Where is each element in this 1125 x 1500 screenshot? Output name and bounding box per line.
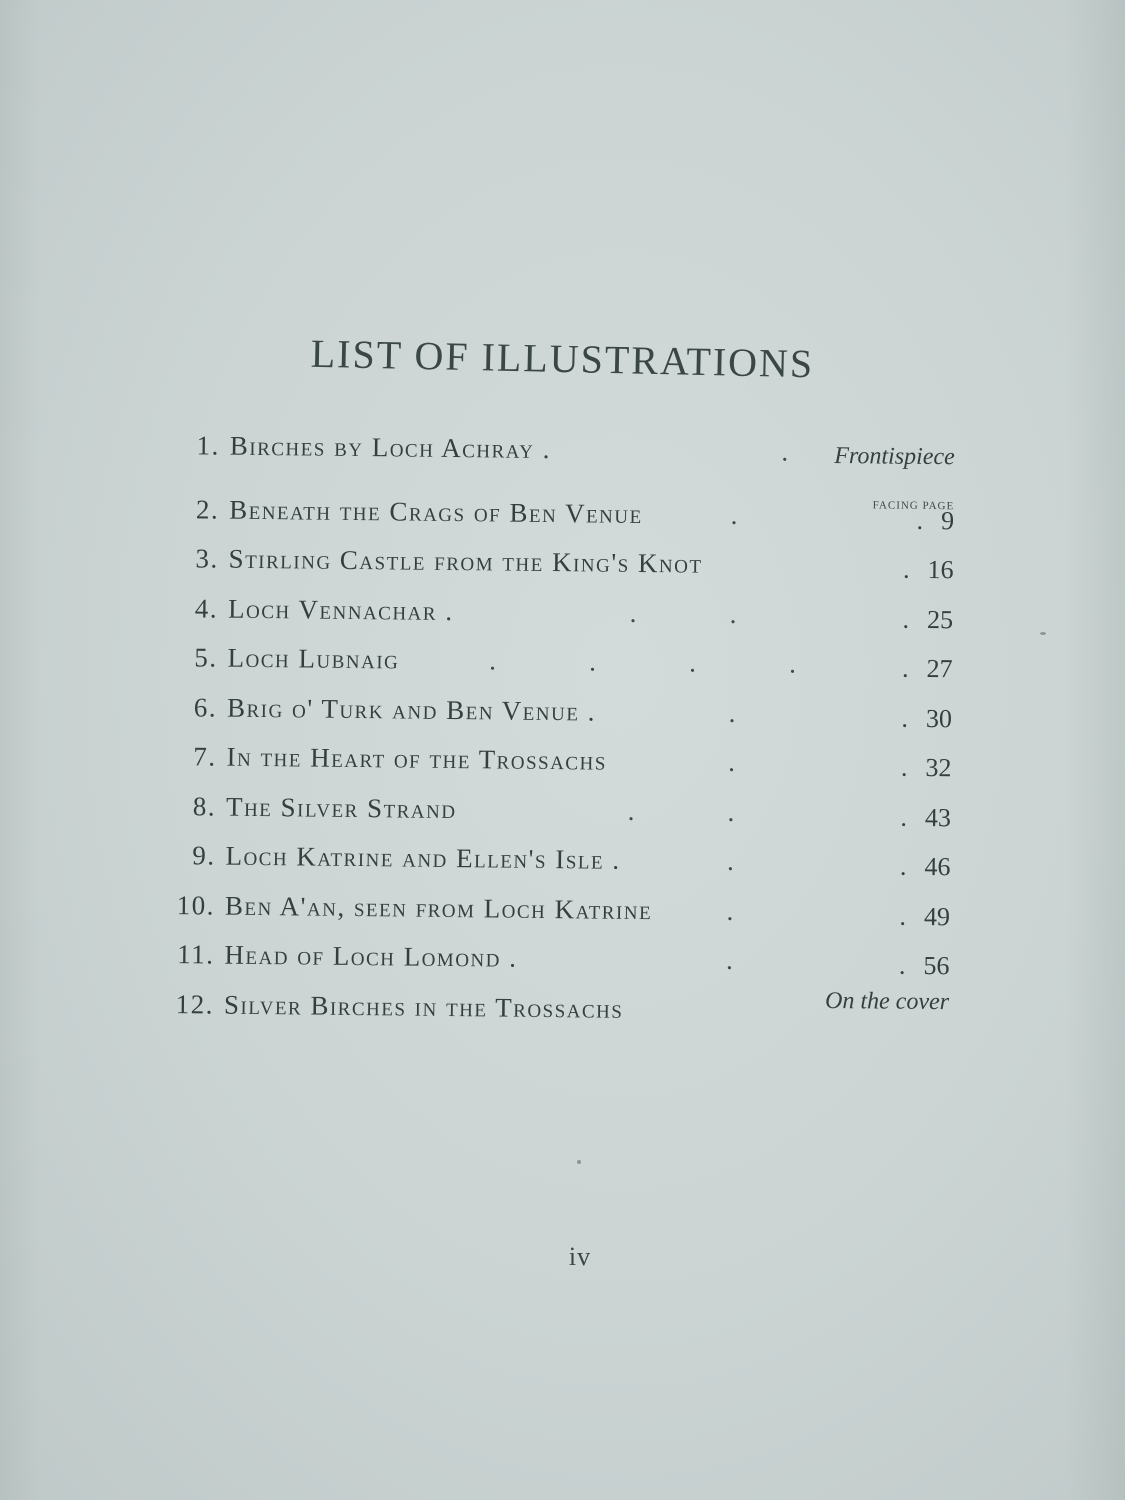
leader-dots: .: [728, 697, 736, 728]
leader-dots: .: [726, 845, 735, 876]
item-page: . 30: [901, 703, 953, 733]
item-title: Loch Vennachar .: [227, 593, 454, 626]
list-item: [162, 642, 952, 700]
page-title: LIST OF ILLUSTRATIONS: [310, 330, 815, 387]
item-page: . 32: [900, 752, 952, 783]
item-number: 11.: [177, 939, 215, 970]
page-shading-left: [0, 0, 40, 1500]
item-number: 1.: [196, 430, 220, 461]
illustrations-list: [159, 430, 955, 1046]
item-page: . 49: [899, 901, 951, 931]
list-item: [163, 592, 953, 650]
item-page: . 27: [901, 653, 953, 684]
list-item: [164, 430, 954, 488]
leader-dots: .: [726, 895, 734, 926]
page-shading-right: [1065, 0, 1125, 1500]
leader-dots: .: [781, 436, 789, 467]
item-page: . 16: [902, 554, 954, 585]
leader-dots: . .: [629, 597, 737, 629]
item-number: 4.: [194, 592, 219, 624]
paper-speck: [1040, 632, 1046, 635]
list-item: [161, 741, 951, 799]
item-title: The Silver Strand: [225, 791, 457, 824]
item-number: 12.: [175, 988, 215, 1020]
list-item: [164, 493, 954, 551]
list-item: [161, 790, 951, 848]
item-title: Stirling Castle from the King's Knot: [228, 543, 703, 579]
item-number: 8.: [192, 790, 217, 822]
page-number: iv: [568, 1242, 592, 1271]
item-number: 6.: [193, 691, 218, 723]
leader-dots: .: [730, 499, 738, 530]
item-title: In the Heart of the Trossachs: [226, 741, 608, 776]
item-title: Birches by Loch Achray .: [229, 430, 552, 465]
list-item: [163, 543, 953, 601]
item-number: 5.: [194, 642, 218, 673]
paper-speck: [577, 1160, 581, 1164]
leader-dots: . .: [627, 795, 735, 827]
item-page: . 46: [899, 851, 951, 882]
item-title: Loch Lubnaig: [227, 642, 400, 675]
item-number: 10.: [176, 889, 216, 921]
leader-dots: .: [725, 944, 734, 975]
item-title: Brig o' Turk and Ben Venue .: [226, 692, 597, 727]
list-item: [160, 840, 950, 898]
item-title: Ben A'an, seen from Loch Katrine: [224, 890, 653, 925]
facing-page-label: FACING PAGE: [872, 499, 955, 513]
item-number: 9.: [192, 840, 216, 871]
list-item: [160, 889, 950, 947]
leader-dots: .: [728, 746, 736, 777]
list-item: [162, 691, 952, 749]
item-page: . 43: [900, 802, 952, 832]
item-title: Beneath the Crags of Ben Venue: [229, 494, 643, 529]
list-item: [159, 988, 949, 1046]
item-number: 7.: [193, 741, 217, 772]
item-number: 3.: [195, 543, 219, 574]
item-title: Loch Katrine and Ellen's Isle .: [225, 840, 621, 875]
item-title: Head of Loch Lomond .: [224, 939, 518, 973]
item-page: On the cover: [824, 987, 950, 1015]
item-page: . 25: [902, 604, 954, 634]
item-title: Silver Birches in the Trossachs: [223, 989, 624, 1024]
item-number: 2.: [195, 493, 220, 525]
item-page: Frontispiece: [834, 443, 955, 471]
leader-dots: . . . .: [489, 645, 797, 679]
item-page: . 56: [898, 950, 950, 981]
item-page: . 9: [916, 505, 955, 535]
